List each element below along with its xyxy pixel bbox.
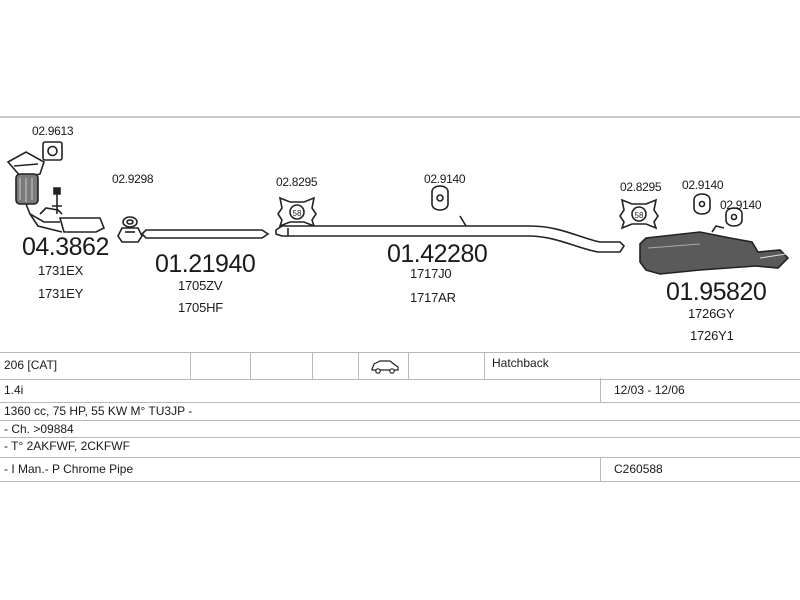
- part-ref: 1705ZV: [178, 278, 223, 293]
- part-code-hanger: 02.9140: [682, 178, 724, 192]
- part-ref: 1731EX: [38, 263, 84, 278]
- part-code-front-pipe: 01.21940: [155, 250, 256, 278]
- part-ref: 1731EY: [38, 286, 84, 301]
- table-row: [0, 352, 800, 380]
- type-codes-cell: - T° 2AKFWF, 2CKFWF: [4, 439, 130, 453]
- table-row: [0, 437, 800, 458]
- part-code-catalyst: 04.3862: [22, 233, 109, 261]
- rear-silencer-icon: [640, 226, 788, 274]
- front-pipe-icon: [142, 230, 268, 238]
- model-cell: 206 [CAT]: [4, 358, 58, 372]
- part-code-hanger: 02.9140: [424, 172, 466, 186]
- hanger-icon: [432, 186, 448, 210]
- gasket-icon: [43, 142, 62, 160]
- clamp-badge: 58: [292, 209, 302, 218]
- body-type-cell: Hatchback: [492, 356, 549, 370]
- part-ref: 1726Y1: [690, 328, 734, 343]
- part-code-gasket: 02.9298: [112, 172, 154, 186]
- engine-cell: 1.4i: [4, 383, 24, 397]
- part-code-hanger: 02.9140: [720, 198, 762, 212]
- part-code-gasket: 02.9613: [32, 124, 74, 138]
- spec-cell: 1360 cc, 75 HP, 55 KW M° TU3JP -: [4, 404, 193, 418]
- part-code-clamp: 02.8295: [620, 180, 662, 194]
- chassis-cell: - Ch. >09884: [4, 422, 74, 436]
- part-ref: 1705HF: [178, 300, 224, 315]
- table-row: [0, 378, 800, 403]
- clamp-badge: 58: [634, 211, 644, 220]
- part-code-clamp: 02.8295: [276, 175, 318, 189]
- part-ref: 1726GY: [688, 306, 735, 321]
- part-ref: 1717J0: [410, 266, 452, 281]
- production-cell: 12/03 - 12/06: [614, 383, 685, 397]
- part-ref: 1717AR: [410, 290, 456, 305]
- hanger-icon: [694, 194, 710, 214]
- part-code-rear-silencer: 01.95820: [666, 278, 767, 306]
- part-code-intermediate-pipe: 01.42280: [387, 240, 488, 268]
- reference-cell: C260588: [614, 462, 663, 476]
- table-row: [0, 402, 800, 421]
- gasket-icon: [118, 217, 142, 242]
- table-row: [0, 420, 800, 438]
- table-row: [0, 457, 800, 482]
- notes-cell: - I Man.- P Chrome Pipe: [4, 462, 134, 476]
- car-icon: [366, 353, 406, 379]
- exhaust-diagram: [0, 118, 800, 350]
